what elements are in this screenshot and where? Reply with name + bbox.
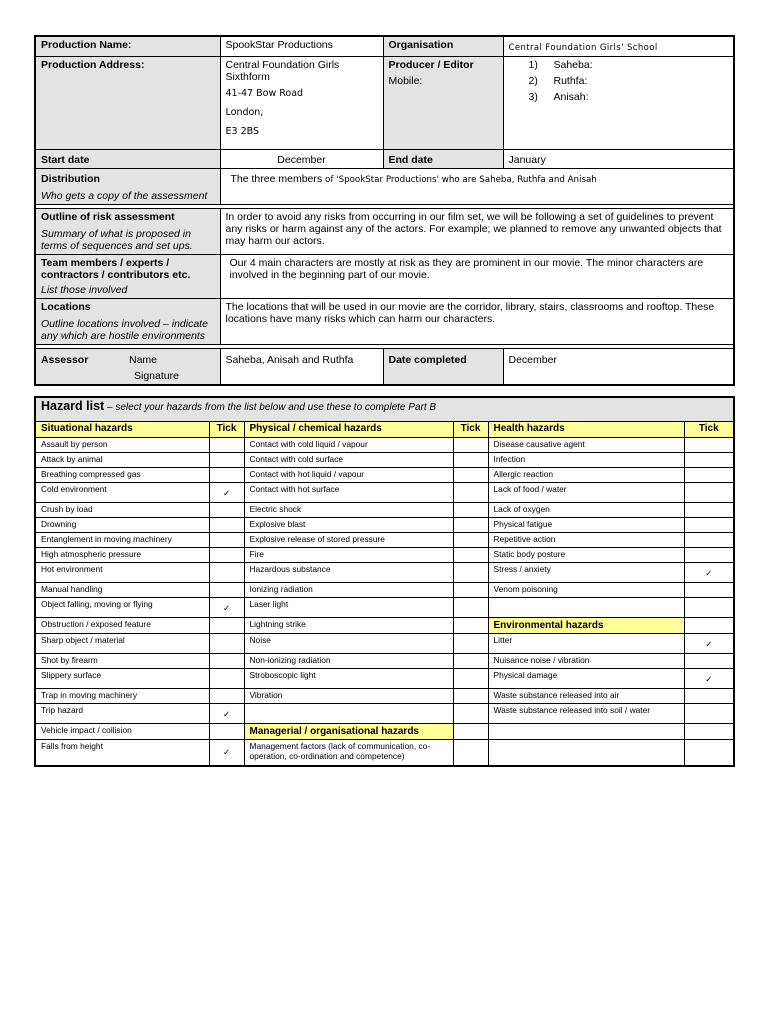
tick-cell <box>209 438 244 453</box>
producer-item: 3) Anisah: <box>528 91 589 103</box>
mobile-label: Mobile: <box>388 75 423 87</box>
hazard-row <box>35 598 734 618</box>
organisation-value: Central Foundation Girls' School <box>503 36 734 57</box>
physical-hazard-item: Contact with hot surface <box>244 483 453 503</box>
tick-cell <box>453 704 488 724</box>
physical-hazard-item: Non-ionizing radiation <box>244 654 453 669</box>
physical-chemical-hazards-header: Physical / chemical hazards <box>244 422 453 438</box>
tick-cell <box>453 669 488 689</box>
tick-cell <box>684 548 734 563</box>
situational-hazard-item: Assault by person <box>35 438 209 453</box>
physical-hazard-item: Fire <box>244 548 453 563</box>
tick-cell <box>209 563 244 583</box>
tick-cell: ✓ <box>209 740 244 766</box>
tick-cell <box>209 689 244 704</box>
situational-hazard-item: Slippery surface <box>35 669 209 689</box>
situational-hazard-item: Sharp object / material <box>35 634 209 654</box>
address-line-2: 41-47 Bow Road <box>225 88 304 99</box>
situational-hazard-item: Shot by firearm <box>35 654 209 669</box>
tick-cell <box>684 468 734 483</box>
tick-cell <box>453 483 488 503</box>
hazard-row <box>35 618 734 634</box>
tick-cell <box>684 503 734 518</box>
hazard-row <box>35 438 734 453</box>
tick-cell <box>453 548 488 563</box>
health-hazard-item: Venom poisoning <box>488 583 684 598</box>
tick-cell: ✓ <box>209 704 244 724</box>
tick-cell <box>453 503 488 518</box>
distribution-sub: Who gets a copy of the assessment <box>41 190 208 202</box>
physical-hazard-item: Lightning strike <box>244 618 453 634</box>
locations-value: The locations that will be used in our movie are the corridor, library, stairs, classrooms and rooftop. These locations have many risks which can harm our characters. <box>220 299 734 345</box>
situational-hazard-item: Hot environment <box>35 563 209 583</box>
tick-cell <box>453 583 488 598</box>
tick-cell <box>684 438 734 453</box>
producer-editor-label: Producer / Editor Mobile: <box>383 57 503 150</box>
tick-cell: ✓ <box>684 563 734 583</box>
physical-hazard-item: Explosive release of stored pressure <box>244 533 453 548</box>
physical-hazard-item: Contact with hot liquid / vapour <box>244 468 453 483</box>
tick-cell <box>453 598 488 618</box>
date-completed-label: Date completed <box>383 349 503 386</box>
tick-cell <box>684 533 734 548</box>
situational-hazard-item: Obstruction / exposed feature <box>35 618 209 634</box>
tick-cell <box>453 634 488 654</box>
tick-header: Tick <box>684 422 734 438</box>
start-date-label: Start date <box>35 150 220 169</box>
hazard-row <box>35 563 734 583</box>
tick-cell: ✓ <box>684 669 734 689</box>
tick-cell <box>209 618 244 634</box>
tick-cell <box>209 669 244 689</box>
tick-cell: ✓ <box>684 634 734 654</box>
tick-cell <box>209 583 244 598</box>
managerial-hazards-header: Managerial / organisational hazards <box>244 724 453 740</box>
hazard-row <box>35 453 734 468</box>
tick-cell <box>453 689 488 704</box>
tick-cell <box>453 724 488 740</box>
hazard-row <box>35 740 734 766</box>
outline-label: Outline of risk assessment Summary of what is proposed in terms of sequences and set ups. <box>35 209 220 255</box>
locations-sub: Outline locations involved – indicate any which are hostile environments <box>41 318 208 342</box>
tick-cell <box>684 704 734 724</box>
physical-hazard-item: Vibration <box>244 689 453 704</box>
physical-hazard-item: Electric shock <box>244 503 453 518</box>
tick-cell <box>684 598 734 618</box>
tick-cell <box>209 453 244 468</box>
tick-cell <box>209 548 244 563</box>
tick-cell <box>453 468 488 483</box>
producer-item: 1) Saheba: <box>528 59 593 71</box>
team-members-label: Team members / experts / contractors / contributors etc. List those involved <box>35 255 220 299</box>
health-hazard-item: Physical fatigue <box>488 518 684 533</box>
tick-cell <box>684 689 734 704</box>
hazard-list-table <box>34 396 735 767</box>
tick-cell <box>453 438 488 453</box>
situational-hazard-item: Trip hazard <box>35 704 209 724</box>
producer-item: 2) Ruthfa: <box>528 75 588 87</box>
distribution-label: Distribution Who gets a copy of the assessment <box>35 169 220 205</box>
tick-cell <box>453 740 488 766</box>
health-hazard-item: Physical damage <box>488 669 684 689</box>
physical-hazard-item: Contact with cold liquid / vapour <box>244 438 453 453</box>
hazard-row <box>35 548 734 563</box>
tick-cell <box>684 618 734 634</box>
tick-cell <box>453 518 488 533</box>
tick-cell <box>209 468 244 483</box>
assessor-name-label: Name <box>129 354 158 366</box>
production-address-value <box>220 57 383 150</box>
hazard-row <box>35 704 734 724</box>
tick-cell <box>453 654 488 669</box>
tick-cell <box>684 518 734 533</box>
health-hazard-item: Waste substance released into air <box>488 689 684 704</box>
production-name-label: Production Name: <box>35 36 220 57</box>
health-hazard-item: Lack of oxygen <box>488 503 684 518</box>
environmental-hazards-header: Environmental hazards <box>488 618 684 634</box>
situational-hazard-item: Drowning <box>35 518 209 533</box>
situational-hazard-item: Crush by load <box>35 503 209 518</box>
tick-cell <box>209 518 244 533</box>
hazard-row <box>35 468 734 483</box>
physical-hazard-item: Ionizing radiation <box>244 583 453 598</box>
health-hazard-item <box>488 724 684 740</box>
situational-hazard-item: Trap in moving machinery <box>35 689 209 704</box>
outline-value: In order to avoid any risks from occurring in our film set, we will be following a set of guidelines to prevent any risks or harm against any of the actors. For example; we planned to remove any unwanted objects that may harm our actors. <box>220 209 734 255</box>
tick-cell <box>684 453 734 468</box>
hazard-list-title: Hazard list – select your hazards from the list below and use these to complete Part B <box>35 397 734 422</box>
hazard-row <box>35 503 734 518</box>
hazard-row <box>35 669 734 689</box>
physical-hazard-item: Stroboscopic light <box>244 669 453 689</box>
tick-cell <box>209 634 244 654</box>
health-hazard-item: Litter <box>488 634 684 654</box>
assessor-label: Assessor Name Signature <box>35 349 220 386</box>
start-date-value: December <box>220 150 383 169</box>
production-name-value: SpookStar Productions <box>220 36 383 57</box>
tick-cell <box>453 533 488 548</box>
physical-hazard-item: Explosive blast <box>244 518 453 533</box>
health-hazard-item: Repetitive action <box>488 533 684 548</box>
health-hazard-item: Disease causative agent <box>488 438 684 453</box>
situational-hazard-item: Breathing compressed gas <box>35 468 209 483</box>
health-hazard-item: Waste substance released into soil / water <box>488 704 684 724</box>
address-line-1: Central Foundation Girls Sixthform <box>225 59 340 83</box>
tick-cell <box>209 724 244 740</box>
health-hazard-item: Nuisance noise / vibration <box>488 654 684 669</box>
health-hazards-header: Health hazards <box>488 422 684 438</box>
health-hazard-item <box>488 740 684 766</box>
team-members-sub: List those involved <box>41 284 128 296</box>
hazard-row <box>35 533 734 548</box>
physical-hazard-item: Laser light <box>244 598 453 618</box>
tick-cell <box>684 740 734 766</box>
team-members-value: Our 4 main characters are mostly at risk as they are prominent in our movie. The minor characters are involved in the beginning part of our movie. <box>220 255 734 299</box>
situational-hazard-item: Object falling, moving or flying <box>35 598 209 618</box>
assessment-info-table <box>34 35 735 386</box>
health-hazard-item: Infection <box>488 453 684 468</box>
physical-hazard-item: Management factors (lack of communication, co-operation, co-ordination and competence) <box>244 740 453 766</box>
hazard-row <box>35 483 734 503</box>
hazard-row <box>35 654 734 669</box>
situational-hazard-item: Vehicle impact / collision <box>35 724 209 740</box>
situational-hazard-item: Cold environment <box>35 483 209 503</box>
outline-sub: Summary of what is proposed in terms of sequences and set ups. <box>41 228 193 252</box>
situational-hazard-item: Falls from height <box>35 740 209 766</box>
date-completed-value: December <box>503 349 734 386</box>
physical-hazard-item: Noise <box>244 634 453 654</box>
hazard-row <box>35 634 734 654</box>
tick-cell <box>684 654 734 669</box>
tick-header: Tick <box>453 422 488 438</box>
tick-cell: ✓ <box>209 598 244 618</box>
physical-hazard-item: Hazardous substance <box>244 563 453 583</box>
situational-hazard-item: High atmospheric pressure <box>35 548 209 563</box>
organisation-label: Organisation <box>383 36 503 57</box>
production-address-label: Production Address: <box>35 57 220 150</box>
tick-cell <box>209 654 244 669</box>
tick-header: Tick <box>209 422 244 438</box>
end-date-value: January <box>503 150 734 169</box>
tick-cell <box>453 618 488 634</box>
tick-cell <box>684 583 734 598</box>
tick-cell <box>684 483 734 503</box>
address-line-3: London, <box>225 107 264 118</box>
assessor-signature-label: Signature <box>134 370 179 382</box>
situational-hazard-item: Manual handling <box>35 583 209 598</box>
tick-cell <box>453 563 488 583</box>
situational-hazard-item: Attack by animal <box>35 453 209 468</box>
tick-cell <box>684 724 734 740</box>
health-hazard-item: Stress / anxiety <box>488 563 684 583</box>
address-line-4: E3 2BS <box>225 126 259 137</box>
hazard-row <box>35 724 734 740</box>
health-hazard-item <box>488 598 684 618</box>
tick-cell <box>209 503 244 518</box>
end-date-label: End date <box>383 150 503 169</box>
tick-cell <box>209 533 244 548</box>
situational-hazard-item: Entanglement in moving machinery <box>35 533 209 548</box>
producer-list <box>503 57 734 150</box>
health-hazard-item: Allergic reaction <box>488 468 684 483</box>
tick-cell <box>453 453 488 468</box>
health-hazard-item: Lack of food / water <box>488 483 684 503</box>
assessor-value: Saheba, Anisah and Ruthfa <box>220 349 383 386</box>
situational-hazards-header: Situational hazards <box>35 422 209 438</box>
locations-label: Locations Outline locations involved – indicate any which are hostile environments <box>35 299 220 345</box>
distribution-value: The three members of 'SpookStar Productions' who are Saheba, Ruthfa and Anisah <box>220 169 734 205</box>
hazard-row <box>35 583 734 598</box>
tick-cell: ✓ <box>209 483 244 503</box>
hazard-row <box>35 518 734 533</box>
hazard-row <box>35 689 734 704</box>
physical-hazard-item: Contact with cold surface <box>244 453 453 468</box>
physical-hazard-item <box>244 704 453 724</box>
health-hazard-item: Static body posture <box>488 548 684 563</box>
